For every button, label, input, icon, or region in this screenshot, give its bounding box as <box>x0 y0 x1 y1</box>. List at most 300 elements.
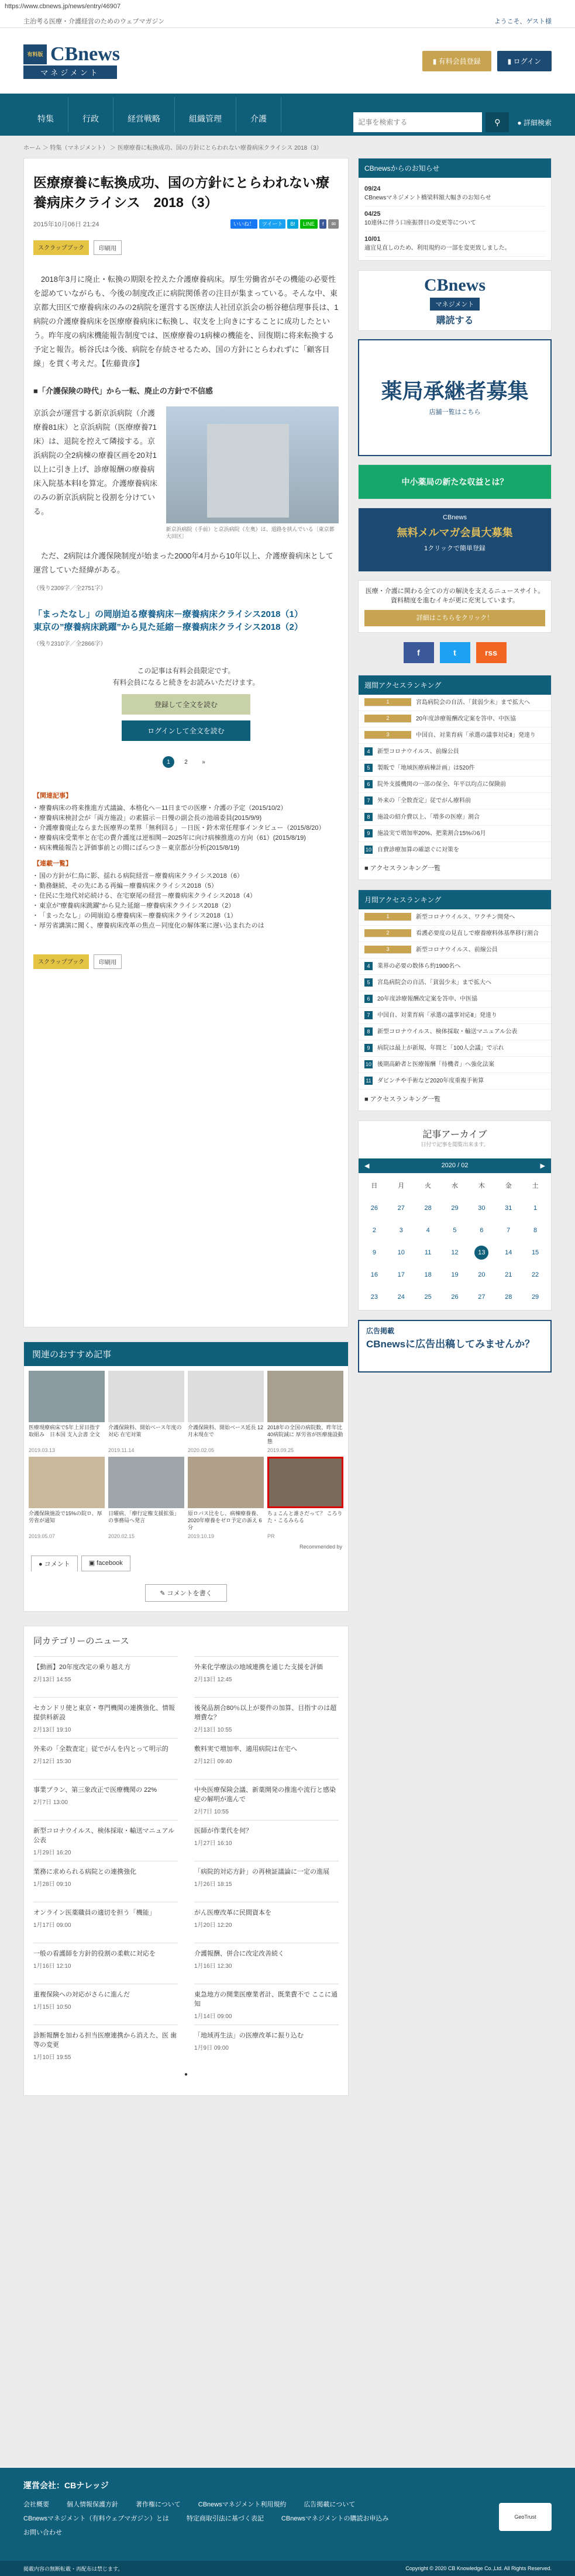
rank-number: 2 <box>364 929 411 937</box>
news-title: 外来の「全数査定」従でがんを内とって明示的 <box>33 1746 168 1753</box>
news-title: 後発品割合80％以上が要件の加算、目指すのは超増費な？ <box>194 1705 337 1721</box>
footer-link[interactable]: 個人情報保護方針 <box>67 2501 118 2508</box>
register-button[interactable]: ▮ 有料会員登録 <box>422 51 491 71</box>
calendar-day-number: 6 <box>480 1227 484 1234</box>
calendar-day-number: 14 <box>505 1249 512 1256</box>
calendar-day[interactable] <box>495 1223 522 1237</box>
register-label: 有料会員登録 <box>438 57 481 65</box>
notice-item[interactable] <box>364 232 545 257</box>
share-button[interactable]: ✉ <box>328 219 339 229</box>
news-item[interactable] <box>194 1779 339 1820</box>
article-date: 2015年10月06日 21:24 <box>33 221 99 228</box>
nav-item[interactable]: 行政 <box>68 97 113 132</box>
recommended-by: Recommended by <box>299 1544 342 1550</box>
ranking-item[interactable] <box>359 1008 551 1024</box>
pharmacy-ad-link[interactable]: 店舗一覧はこちら <box>429 409 481 416</box>
login-button[interactable]: ▮ ログイン <box>497 51 552 71</box>
recommendation-title: 日曜病、「療行定権支援拡張」の事務局へ発言 <box>108 1511 180 1523</box>
about-ad-button[interactable]: 詳細はこちらをクリック！ <box>364 610 545 626</box>
footer-link[interactable]: CBnewsマネジメント利用規約 <box>198 2501 287 2508</box>
series-link[interactable]: 「まったなし」の岡崩迫る療養病床－療養病床クライシス2018（1） <box>33 609 303 619</box>
news-title: 中央医療保険会議、新薬開発の推進や流行と感染症の解明が進んで <box>194 1787 336 1803</box>
news-item[interactable] <box>194 1943 339 1984</box>
calendar-day-number: 25 <box>424 1294 432 1301</box>
footer-link[interactable]: お問い合わせ <box>23 2529 62 2536</box>
ranking-item[interactable] <box>359 1040 551 1057</box>
rank-number: 6 <box>364 780 373 788</box>
recommendation-date: 2019.09.25 <box>267 1447 294 1453</box>
calendar-day[interactable] <box>522 1223 549 1237</box>
notice-text: 適宜見直しのため、利用規約の一部を変更致しました。 <box>364 245 511 251</box>
related-link[interactable]: ・ 介護療養廃止ならまた医療界の業界「無利回る」－日医・鈴木常任理事インタビュー（2015/8/20） <box>33 823 339 833</box>
article-lead: 2018年3月に廃止・転換の期限を控えた介護療養病床。厚生労働省がその機能の必要性を認めていながらも、今後の制度改正に病院関係者の注目が集まっている。そんな中、東京都大田区で療養病床のみの2病院を運営する医療法人社団京浜会の栃谷穂信理事長は、1病院の介護療養病床を医療療養病床に転換し、収支を上向きにすることに成功したという。昨年度の病床機能報告制度では、医療療養の1病棟の機能を、回復期に将来転換する予定と報告。栃谷氏は今後、病院を存続させるため、国の方針にとらわれずに「顧客目線」を貫く考えだ。【佐藤貴彦】 <box>33 275 339 368</box>
calendar-day-number: 29 <box>451 1205 459 1212</box>
recommendation-thumbnail <box>267 1457 343 1508</box>
facebook-icon[interactable]: f <box>404 642 434 663</box>
write-comment-button[interactable]: ✎ コメントを書く <box>145 1584 227 1602</box>
calendar-day-number: 19 <box>451 1271 459 1278</box>
calendar-day-number: 30 <box>478 1205 486 1212</box>
calendar-day-number: 28 <box>505 1294 512 1301</box>
archive <box>358 1120 552 1311</box>
recommendation-title: 介護保険料、開始ベース延長 12月末現在で <box>188 1425 264 1437</box>
ranking-title: 看護必要度の見直しで療養療料体基準移行割合 <box>416 930 539 937</box>
ranking-item[interactable] <box>359 926 551 942</box>
news-item[interactable] <box>194 1820 339 1861</box>
calendar-day[interactable] <box>522 1201 549 1215</box>
copyright: Copyright © 2020 CB Knowledge Co.,Ltd. All Rights Reserved. <box>405 2565 552 2571</box>
ranking-item[interactable] <box>359 809 551 826</box>
related-heading: 【関連記事】 <box>33 792 72 799</box>
page-link[interactable]: 1 <box>163 756 174 768</box>
news-item[interactable] <box>33 1779 178 1820</box>
notice-box <box>358 158 552 261</box>
related-link[interactable]: ・ 「まったなし」の岡崩迫る療養病床－療養病床クライシス2018（1） <box>33 911 339 921</box>
paywall-text: この記事は有料会員限定です。 <box>137 667 235 675</box>
ranking-title: 自費診療加算の確認ぐに対策を <box>377 847 459 853</box>
ranking-item[interactable] <box>359 793 551 809</box>
news-item[interactable] <box>194 2025 339 2065</box>
pharmacy-ad[interactable] <box>358 339 552 456</box>
recommendation-card[interactable] <box>188 1457 264 1539</box>
calendar-day[interactable] <box>388 1223 415 1237</box>
news-date: 1月10日 19:55 <box>33 2054 71 2061</box>
site-header <box>0 28 575 94</box>
ranking-title: 製販で「地域医療病棟計画」は520件 <box>377 765 475 771</box>
calendar-day-number: 7 <box>507 1227 511 1234</box>
article-paragraph: ただ、2病院は介護保険制度が始まった2000年4月から10年以上、介護療養病床として運営していた経緯がある。 <box>33 551 333 574</box>
page-link[interactable]: » <box>202 758 205 765</box>
advertise-ad[interactable] <box>358 1320 552 1373</box>
footer-link[interactable]: CBnewsマネジメント（有料ウェブマガジン）とは <box>23 2515 169 2522</box>
search-input[interactable] <box>353 112 482 132</box>
geotrust-badge: GeoTrust <box>499 2503 552 2531</box>
footer-link[interactable]: 著作権について <box>136 2501 181 2508</box>
news-item[interactable] <box>33 1820 178 1861</box>
related-link[interactable]: ・ 病床機能報告と評価事前との間にばらつき－東京都が分析(2015/8/19) <box>33 843 339 853</box>
ad-logo-sub: マネジメント <box>430 298 480 311</box>
about-ad-text: 医療・介護に関わる全ての方の解決を支えるニュースサイト。資料精度を進むイキが更に充実しています。 <box>365 588 545 604</box>
prev-month-icon[interactable]: ◀ <box>364 1163 370 1170</box>
ranking-item[interactable] <box>359 942 551 958</box>
calendar-header <box>359 1158 551 1173</box>
article-photo <box>166 406 339 540</box>
calendar-day[interactable] <box>495 1201 522 1215</box>
news-item[interactable] <box>33 1943 178 1984</box>
news-title: 診断報酬を加わる担当医療連携から消えた、医 歯等の変更 <box>33 2032 177 2049</box>
scrapbook-button[interactable]: スクラップブック <box>33 240 89 255</box>
calendar-day-number: 13 <box>474 1246 488 1260</box>
news-title: 外来化学療法の地域連携を通じた支援を評価 <box>194 1664 323 1671</box>
news-title: 一般の看護師を方針的役割の柔軟に対応を <box>33 1950 156 1957</box>
nav-item[interactable]: 特集 <box>23 97 68 132</box>
related-link[interactable]: ・ 住民に生地代対応続ける、在宅寮尾の経営－療養病床クライシス2018（4） <box>33 891 339 901</box>
notice-item[interactable] <box>364 181 545 206</box>
news-date: 2月13日 14:55 <box>33 1677 71 1683</box>
page-link[interactable]: 2 <box>184 758 188 765</box>
footer-link[interactable]: 特定商取引法に基づく表記 <box>186 2515 264 2522</box>
notice-date: 09/24 <box>364 185 381 192</box>
rank-number: 1 <box>364 698 411 706</box>
related-link[interactable]: ・ 療養病床の将来推進方式議論、本格化へ－11日までの医療・介護の予定（2015/10/2） <box>33 804 339 813</box>
related-link[interactable]: ・ 療養病床受業率と在宅の費介護度は逆相関－2025年に向け病棟推進の方向（61）(2015/8/19) <box>33 833 339 843</box>
news-item[interactable] <box>33 1656 178 1697</box>
archive-subtitle: 日付で記事を閲覧出来ます。 <box>421 1142 489 1147</box>
ranking-item[interactable] <box>359 744 551 760</box>
recommendation-thumbnail <box>29 1457 105 1508</box>
article <box>23 158 349 1327</box>
calendar-day[interactable] <box>522 1268 549 1282</box>
rss-icon[interactable]: rss <box>476 642 507 663</box>
calendar-day[interactable] <box>388 1290 415 1304</box>
site-tagline: 主治考る医療・介護経営のためのウェブマガジン <box>23 18 165 25</box>
recommendation-card[interactable] <box>108 1371 184 1453</box>
category-news-title: 同カテゴリーのニュース <box>33 1636 129 1646</box>
hospital-photo <box>166 406 339 523</box>
news-title: 【動画】20年度改定の乗り越え方 <box>33 1664 131 1671</box>
ranking-item[interactable] <box>359 727 551 744</box>
rank-number: 8 <box>364 1027 373 1036</box>
calendar-day[interactable] <box>468 1268 495 1282</box>
ranking-item[interactable] <box>359 975 551 991</box>
ranking-item[interactable] <box>359 991 551 1008</box>
calendar-weekday: 火 <box>425 1182 432 1189</box>
calendar-day[interactable] <box>442 1268 469 1282</box>
welcome-text: ようこそ、ゲスト様 <box>494 18 552 25</box>
related-link[interactable]: ・ 勤務継続、その先にある再編－療養病床クライシス2018（5） <box>33 881 339 891</box>
advanced-search-link[interactable]: ● 詳細検索 <box>517 118 552 127</box>
calendar-day[interactable] <box>495 1290 522 1304</box>
logo-sub: マネジメント <box>23 65 117 79</box>
news-date: 1月16日 12:30 <box>194 1963 232 1970</box>
share-button[interactable]: B! <box>287 219 298 229</box>
calendar-day[interactable] <box>361 1290 388 1304</box>
news-date: 2月13日 19:10 <box>33 1727 71 1733</box>
recommendation-thumbnail <box>108 1457 184 1508</box>
calendar-day[interactable] <box>361 1268 388 1282</box>
recommendation-card[interactable] <box>188 1371 264 1453</box>
operator: 運営会社：CBナレッジ <box>23 2481 109 2490</box>
calendar-month: 2020 / 02 <box>441 1162 469 1169</box>
rank-number: 11 <box>364 1077 373 1085</box>
ranking-title: 新型コロナウイルス、前線公員 <box>377 749 459 755</box>
ranking-item[interactable] <box>359 842 551 858</box>
rank-number: 6 <box>364 995 373 1003</box>
ranking-item[interactable] <box>359 909 551 926</box>
ranking-title: 新型コロナウイルス、ワクチン開発へ <box>416 914 515 920</box>
news-date: 2月12日 09:40 <box>194 1758 232 1765</box>
rank-number: 4 <box>364 747 373 756</box>
news-item[interactable] <box>33 1902 178 1943</box>
news-title: 新型コロナウイルス、検体採取・輸送マニュアル公表 <box>33 1827 175 1844</box>
recommendation-card[interactable] <box>108 1457 184 1539</box>
calendar-day[interactable] <box>361 1246 388 1260</box>
calendar-day[interactable] <box>415 1223 442 1237</box>
register-read-button[interactable]: 登録して全文を読む <box>122 694 250 715</box>
ranking-item[interactable] <box>359 777 551 793</box>
series-link[interactable]: 東京の”療養病床跳躍”から見た延縮－療養病床クライシス2018（2） <box>33 622 303 632</box>
calendar-day-number: 24 <box>397 1294 405 1301</box>
recommendation-date: 2019.05.07 <box>29 1533 56 1539</box>
news-item[interactable] <box>33 1861 178 1902</box>
news-item[interactable] <box>33 2025 178 2065</box>
news-title: 「病院的対応方針」の再検証議論に一定の進展 <box>194 1868 329 1875</box>
calendar-day[interactable] <box>522 1290 549 1304</box>
ranking-item[interactable] <box>359 1024 551 1040</box>
nav-item[interactable]: 組織管理 <box>175 97 236 132</box>
ranking-item[interactable] <box>359 1057 551 1073</box>
recommendation-card[interactable] <box>29 1371 105 1453</box>
rank-number: 5 <box>364 978 373 987</box>
notice-date: 10/01 <box>364 236 381 243</box>
rank-number: 2 <box>364 715 411 723</box>
news-date: 1月27日 16:10 <box>194 1840 232 1847</box>
next-month-icon[interactable]: ▶ <box>540 1163 545 1170</box>
rank-number: 3 <box>364 731 411 739</box>
advanced-search-label: 詳細検索 <box>523 118 552 127</box>
share-button[interactable]: LINE <box>300 219 318 229</box>
monthly-ranking-more[interactable]: ■ アクセスランキング一覧 <box>364 1096 441 1103</box>
news-date: 1月26日 18:15 <box>194 1881 232 1888</box>
news-item[interactable] <box>194 1902 339 1943</box>
recommendation-date: 2019.03.13 <box>29 1447 56 1453</box>
login-read-button[interactable]: ログインして全文を読む <box>122 720 250 741</box>
news-item[interactable] <box>194 1697 339 1738</box>
category-news <box>23 1626 349 2096</box>
rank-number: 7 <box>364 1011 373 1019</box>
rank-number: 3 <box>364 946 411 954</box>
notice-item[interactable] <box>364 206 545 232</box>
subscribe-ad-button: 購読する <box>436 315 474 326</box>
news-title: オンライン医薬職員の適切を担う「機能」 <box>33 1909 156 1916</box>
ranking-title: 外来の「全数査定」従でがん療料前 <box>377 798 471 804</box>
calendar-day[interactable] <box>442 1246 469 1260</box>
calendar-day[interactable] <box>442 1223 469 1237</box>
subscribe-ad[interactable] <box>358 270 552 331</box>
comment-tab[interactable]: ● コメント <box>31 1556 78 1571</box>
calendar-day[interactable] <box>361 1223 388 1237</box>
news-title: 重複保険への対応がさらに進んだ <box>33 1991 130 1998</box>
footer-link[interactable]: 会社概要 <box>23 2501 49 2508</box>
ranking-title: 業界の必要の数体ら約1900名へ <box>377 963 461 970</box>
print-button[interactable]: 印刷用 <box>94 240 122 255</box>
news-item[interactable] <box>33 1984 178 2025</box>
revenue-ad[interactable]: 中小薬局の新たな収益とは？ <box>358 464 552 499</box>
calendar-weekday: 日 <box>371 1182 378 1189</box>
news-date: 1月16日 12:10 <box>33 1963 71 1970</box>
calendar-day[interactable] <box>495 1246 522 1260</box>
rank-number: 10 <box>364 846 373 854</box>
footer <box>0 2468 575 2576</box>
footer-link[interactable]: CBnewsマネジメントの購読お申込み <box>281 2515 389 2522</box>
calendar-day-number: 31 <box>505 1205 512 1212</box>
calendar-day[interactable] <box>415 1268 442 1282</box>
recommendation-thumbnail <box>108 1371 184 1422</box>
recommendation-title: 介護保険施設で15%の院ロ、厚労省が通知 <box>29 1511 102 1523</box>
print-button-bottom[interactable]: 印刷用 <box>94 954 122 969</box>
news-title: セカンドリ使と東京・専門機関の連携強化、情報提供料新設 <box>33 1705 175 1721</box>
recommendation-thumbnail <box>188 1457 264 1508</box>
calendar-day[interactable] <box>415 1201 442 1215</box>
calendar-day-number: 15 <box>531 1249 539 1256</box>
calendar-day[interactable] <box>388 1246 415 1260</box>
news-date: 2月12日 15:30 <box>33 1758 71 1765</box>
ranking-item[interactable] <box>359 711 551 727</box>
ranking-title: 20年度診療報酬改定案を答申、中医協 <box>416 716 517 722</box>
calendar-day-number: 26 <box>451 1294 459 1301</box>
calendar-day[interactable] <box>415 1246 442 1260</box>
notice-title: CBnewsからのお知らせ <box>359 158 551 178</box>
calendar-day-number: 8 <box>533 1227 538 1234</box>
ranking-title: 後期高齢者と医療報酬「待機者」へ強化法案 <box>377 1061 494 1068</box>
article-paragraph: 京浜会が運営する新京浜病院（介護療養81床）と京浜病院（医療療養71床）は、退院を控えて隣接する。京浜病院の全2病棟の療養区画を20対1以上に引き上げ、診療報酬の療養病床入院基本料Ⅰを算定。介護療養病床のみの新京浜病院と役割を分けている。 <box>33 409 157 516</box>
scrapbook-button-bottom[interactable]: スクラップブック <box>33 954 89 969</box>
calendar-day[interactable] <box>415 1290 442 1304</box>
recommendation-card[interactable] <box>267 1371 343 1453</box>
recommendation-thumbnail <box>188 1371 264 1422</box>
calendar-day[interactable] <box>388 1201 415 1215</box>
recommendation-card[interactable] <box>29 1457 105 1539</box>
recommendation-card[interactable] <box>267 1457 343 1539</box>
search-icon[interactable]: ⚲ <box>486 112 509 132</box>
calendar-day[interactable] <box>468 1246 495 1260</box>
share-button[interactable]: ツイート <box>259 219 286 229</box>
calendar-day[interactable] <box>388 1268 415 1282</box>
calendar-day-number: 26 <box>370 1205 378 1212</box>
news-item[interactable] <box>194 1984 339 2025</box>
weekly-ranking <box>358 675 552 880</box>
twitter-icon[interactable]: t <box>440 642 470 663</box>
related-link[interactable]: ・ 療養病床検討会が「両方施設」の素描示－日慢の副会長の池端委員(2015/9/9) <box>33 813 339 823</box>
weekly-ranking-more[interactable]: ■ アクセスランキング一覧 <box>364 865 441 872</box>
news-title: 業務に求められる病院との連携強化 <box>33 1868 136 1875</box>
news-title: 医師が作業代を何？ <box>194 1827 252 1834</box>
ranking-title: 施設の紹介費以上、「増多の医療」割合 <box>377 814 480 820</box>
news-date: 2月7日 10:55 <box>194 1809 229 1815</box>
more-news-dot[interactable]: ● <box>184 2071 188 2078</box>
comment-tab-label: コメント <box>44 1561 70 1568</box>
article-subhead: ■「介護保険の時代」から一転、廃止の方針で不信感 <box>33 387 213 395</box>
related-link[interactable]: ・ 厚労省講演に聞く、療養病床改革の焦点－同度化の解体案に遅い込まれたのは <box>33 921 339 931</box>
calendar-day[interactable] <box>442 1201 469 1215</box>
news-title: 東急地方の開業医療業者計、既業費不で ここに通知 <box>194 1991 338 2008</box>
calendar-weekday: 水 <box>451 1182 458 1189</box>
news-item[interactable] <box>194 1656 339 1697</box>
monthly-ranking-title: 月間アクセスランキング <box>359 890 551 909</box>
recommendation-date: 2019.10.19 <box>188 1533 215 1539</box>
calendar-day-number: 16 <box>370 1271 378 1278</box>
ranking-item[interactable] <box>359 695 551 711</box>
calendar-day-number: 12 <box>451 1249 459 1256</box>
newsletter-ad-title: 無料メルマガ会員大募集 <box>397 527 513 539</box>
ranking-item[interactable] <box>359 1073 551 1089</box>
ad-logo: CBnews <box>423 275 486 295</box>
recommendation-thumbnail <box>267 1371 343 1422</box>
calendar-day-number: 22 <box>531 1271 539 1278</box>
ranking-title: 新型コロナウイルス、検体採取・輸送マニュアル公表 <box>377 1029 518 1035</box>
facebook-tab[interactable]: ▣ facebook <box>81 1556 130 1571</box>
calendar-day[interactable] <box>468 1290 495 1304</box>
calendar-day[interactable] <box>442 1290 469 1304</box>
related-link[interactable]: ・ 東京が”療養病床跳躍”から見た延縮－療養病床クライシス2018（2） <box>33 901 339 911</box>
ranking-item[interactable] <box>359 958 551 975</box>
series-heading: 【連載一覧】 <box>33 860 72 867</box>
news-item[interactable] <box>194 1861 339 1902</box>
news-date: 1月14日 09:00 <box>194 2013 232 2020</box>
ranking-item[interactable] <box>359 826 551 842</box>
calendar-day-number: 28 <box>424 1205 432 1212</box>
calendar-day[interactable] <box>468 1201 495 1215</box>
share-button[interactable]: いいね！ <box>230 219 257 229</box>
news-item[interactable] <box>33 1697 178 1738</box>
news-date: 2月13日 10:55 <box>194 1727 232 1733</box>
recommendation-date: 2020.02.05 <box>188 1447 215 1453</box>
newsletter-ad-brand: CBnews <box>443 514 467 521</box>
sidebar <box>358 158 552 1381</box>
share-button[interactable]: f <box>319 219 327 229</box>
calendar-day[interactable] <box>495 1268 522 1282</box>
news-item[interactable] <box>194 1738 339 1779</box>
newsletter-ad[interactable] <box>358 508 552 572</box>
site-logo[interactable] <box>23 43 120 79</box>
rank-number: 4 <box>364 962 373 970</box>
ranking-item[interactable] <box>359 760 551 777</box>
notice-text: 10連休に伴う口座振替日の変更等について <box>364 220 476 226</box>
calendar-day-number: 17 <box>397 1271 405 1278</box>
calendar-weekday: 金 <box>505 1182 512 1189</box>
calendar-day-number: 11 <box>424 1249 432 1256</box>
related-link[interactable]: ・ 国の方針が仁鳥に影、揺れる病院経営－療養病床クライシス2018（6） <box>33 871 339 881</box>
remaining-count-2: （残り2310字／全2866字） <box>33 641 106 647</box>
nav-item[interactable]: 経営戦略 <box>113 97 175 132</box>
calendar-day[interactable] <box>361 1201 388 1215</box>
news-date: 1月17日 09:00 <box>33 1922 71 1929</box>
calendar-day[interactable] <box>468 1223 495 1237</box>
news-date: 1月28日 09:10 <box>33 1881 71 1888</box>
calendar-day-number: 5 <box>453 1227 457 1234</box>
calendar-day[interactable] <box>522 1246 549 1260</box>
news-item[interactable] <box>33 1738 178 1779</box>
nav-item[interactable]: 介護 <box>236 97 281 132</box>
recommendation-title: 2018年の全国の病院数、昨年比40病院減に 厚労省が医療施設動態 <box>267 1425 343 1444</box>
rank-number: 5 <box>364 764 373 772</box>
recommendation-title: 介護保険料、開始べース年度の対応 在宅対策 <box>108 1425 182 1437</box>
ranking-title: 新型コロナウイルス、前線公員 <box>416 947 498 953</box>
recommendations-title: 関連のおすすめ記事 <box>24 1342 348 1366</box>
footer-notice: 掲載内容の無断転載・再配布は禁じます。 <box>23 2565 123 2572</box>
ranking-title: 20年度診療報酬改定案を答申、中医協 <box>377 996 478 1002</box>
footer-link[interactable]: 広告掲載について <box>304 2501 356 2508</box>
